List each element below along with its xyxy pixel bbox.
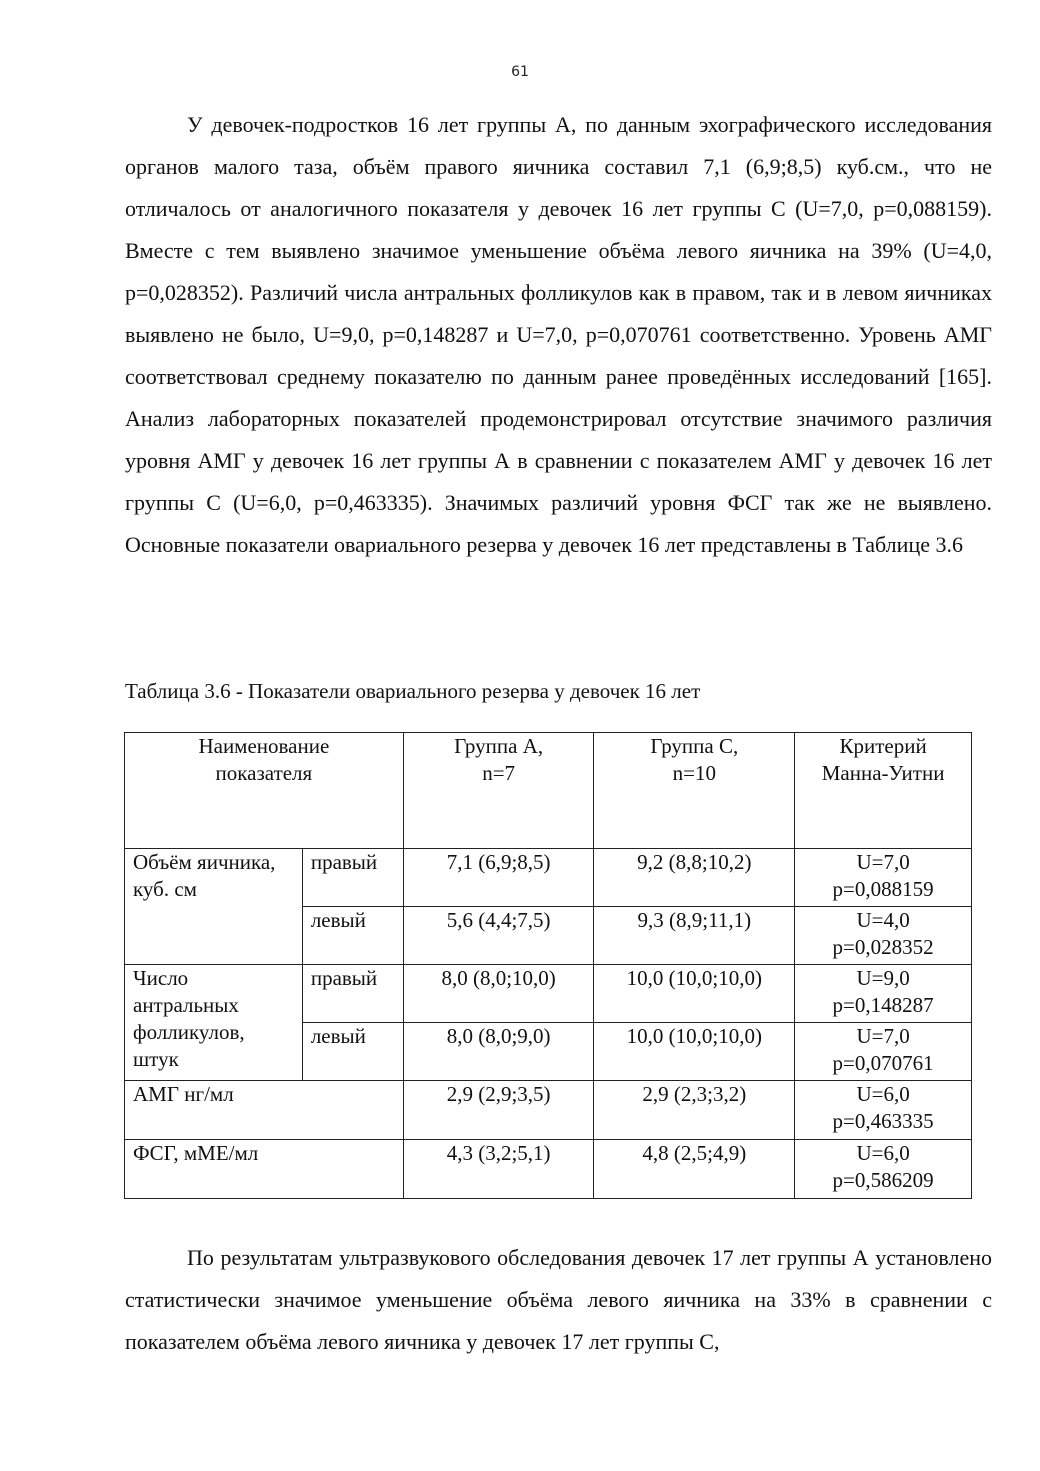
- table-row: [125, 1081, 972, 1140]
- table-row: [125, 1140, 972, 1199]
- ovarian-reserve-table: [124, 732, 972, 1199]
- label-amh: АМГ нг/мл: [125, 1081, 404, 1140]
- cell-group-a: 7,1 (6,9;8,5): [403, 849, 594, 907]
- cell-group-c: 10,0 (10,0;10,0): [594, 1023, 795, 1081]
- cell-criterion: U=7,0 p=0,088159: [795, 849, 972, 907]
- label-ovary-volume: Объём яичника, куб. см: [125, 849, 303, 965]
- page-number: 61: [511, 64, 529, 80]
- cell-criterion: U=6,0 p=0,586209: [795, 1140, 972, 1199]
- cell-group-c: 4,8 (2,5;4,9): [594, 1140, 795, 1199]
- table-row: [125, 849, 972, 907]
- cell-criterion: U=6,0 p=0,463335: [795, 1081, 972, 1140]
- label-antral-follicles: Число антральных фолликулов, штук: [125, 965, 303, 1081]
- cell-criterion: U=4,0 p=0,028352: [795, 907, 972, 965]
- cell-criterion: U=9,0 p=0,148287: [795, 965, 972, 1023]
- cell-group-a: 2,9 (2,9;3,5): [403, 1081, 594, 1140]
- cell-group-a: 8,0 (8,0;10,0): [403, 965, 594, 1023]
- cell-group-c: 9,2 (8,8;10,2): [594, 849, 795, 907]
- table-caption: Таблица 3.6 - Показатели овариального резерва у девочек 16 лет: [125, 679, 701, 703]
- label-fsh: ФСГ, мМЕ/мл: [125, 1140, 404, 1199]
- side-label: правый: [302, 965, 403, 1023]
- table-header-row: [125, 733, 972, 849]
- body-paragraph-1: У девочек-подростков 16 лет группы А, по данным эхографического исследования органов малого таза, объём правого яичника составил 7,1 (6,9;8,5) куб.см., что не отличалось от аналогичного показателя у девочек 16 лет группы С (U=7,0, p=0,088159). Вместе с тем выявлено значимое уменьшение объёма левого яичника на 39% (U=4,0, p=0,028352). Различий числа антральных фолликулов как в правом, так и в левом яичниках выявлено не было, U=9,0, p=0,148287 и U=7,0, p=0,070761 соответственно. Уровень АМГ соответствовал среднему показателю по данным ранее проведённых исследований [165]. Анализ лабораторных показателей продемонстрировал отсутствие значимого различия уровня АМГ у девочек 16 лет группы А в сравнении с показателем АМГ у девочек 16 лет группы С (U=6,0, p=0,463335). Значимых различий уровня ФСГ так же не выявлено. Основные показатели овариального резерва у девочек 16 лет представлены в Таблице 3.6: [125, 112, 992, 557]
- cell-group-c: 9,3 (8,9;11,1): [594, 907, 795, 965]
- body-paragraph-2: По результатам ультразвукового обследования девочек 17 лет группы А установлено статистически значимое уменьшение объёма левого яичника на 33% в сравнении с показателем объёма левого яичника у девочек 17 лет группы С,: [125, 1245, 992, 1354]
- side-label: левый: [302, 1023, 403, 1081]
- header-criterion: Критерий Манна-Уитни: [795, 733, 972, 849]
- cell-group-c: 2,9 (2,3;3,2): [594, 1081, 795, 1140]
- header-group-c: Группа С, n=10: [594, 733, 795, 849]
- cell-criterion: U=7,0 p=0,070761: [795, 1023, 972, 1081]
- table-row: [125, 965, 972, 1023]
- cell-group-a: 8,0 (8,0;9,0): [403, 1023, 594, 1081]
- cell-group-a: 5,6 (4,4;7,5): [403, 907, 594, 965]
- header-group-a: Группа А, n=7: [403, 733, 594, 849]
- header-indicator-name: Наименование показателя: [125, 733, 404, 849]
- cell-group-a: 4,3 (3,2;5,1): [403, 1140, 594, 1199]
- side-label: правый: [302, 849, 403, 907]
- side-label: левый: [302, 907, 403, 965]
- cell-group-c: 10,0 (10,0;10,0): [594, 965, 795, 1023]
